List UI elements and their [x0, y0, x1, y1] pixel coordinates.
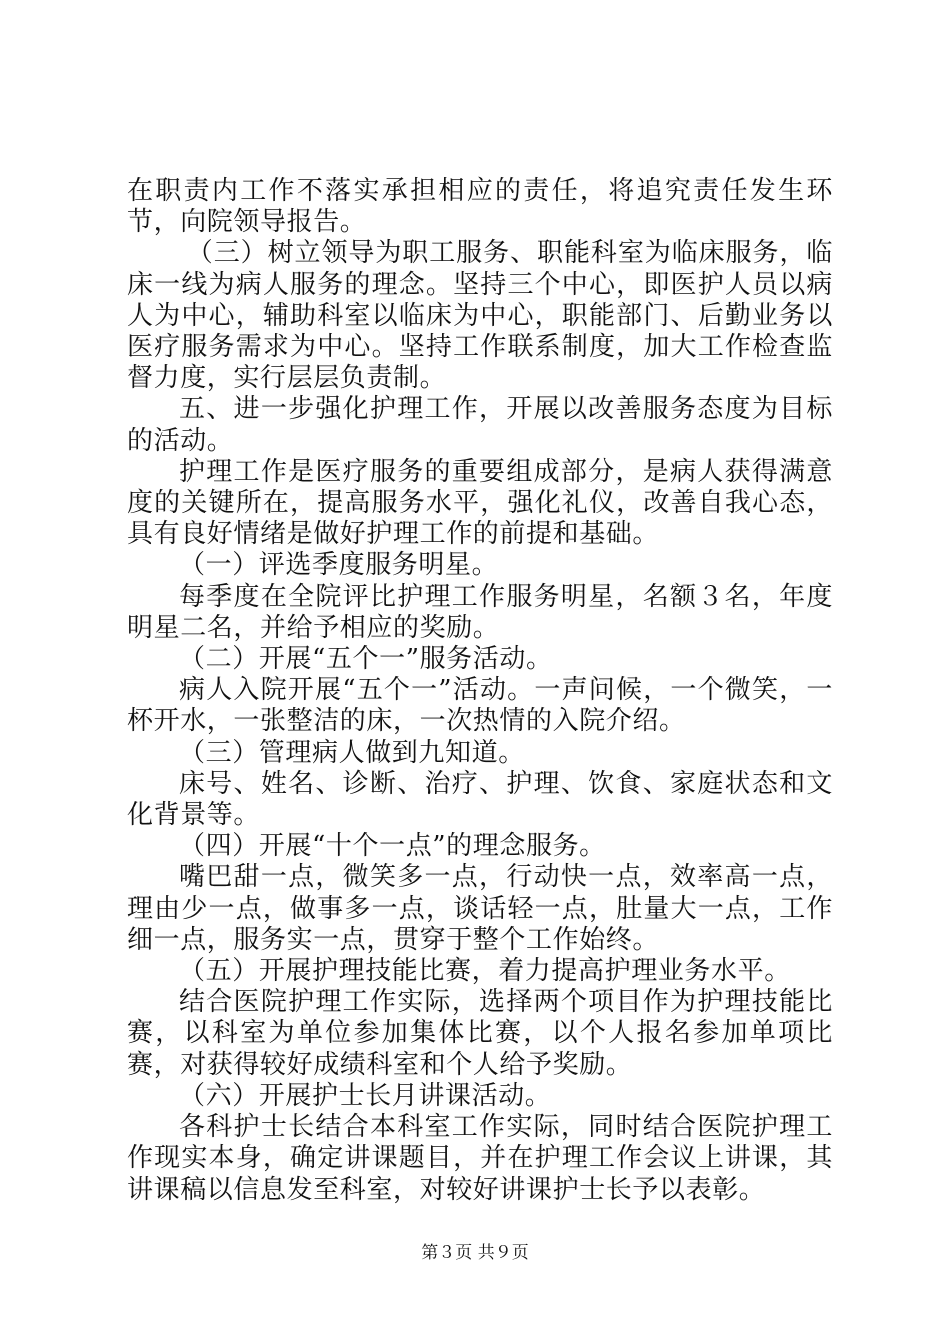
paragraph-nine-knows: 床号、姓名、诊断、治疗、护理、饮食、家庭状态和文化背景等。 — [127, 768, 833, 831]
subheading-2: （二）开展“五个一”服务活动。 — [179, 644, 553, 675]
paragraph-head-nurse-lecture: 各科护士长结合本科室工作实际，同时结合医院护理工作现实本身，确定讲课题目，并在护理工作会议上讲课，其讲课稿以信息发至科室，对较好讲课护士长予以表彰。 — [127, 1112, 833, 1205]
subheading-5: （五）开展护理技能比赛，着力提高护理业务水平。 — [179, 956, 791, 987]
document-body — [127, 176, 833, 1206]
paragraph-service-star: 每季度在全院评比护理工作服务明星，名额３名，年度明星二名，并给予相应的奖励。 — [127, 581, 833, 643]
subheading-4: （四）开展“十个一点”的理念服务。 — [179, 831, 606, 862]
paragraph-1: 在职责内工作不落实承担相应的责任，将追究责任发生环节，向院领导报告。 — [127, 176, 833, 238]
paragraph-five-ones: 病人入院开展“五个一”活动。一声问候，一个微笑，一杯开水，一张整洁的床，一次热情的入院介绍。 — [127, 675, 833, 737]
paragraph-ten-points: 嘴巴甜一点，微笑多一点，行动快一点，效率高一点，理由少一点，做事多一点，谈话轻一点，肚量大一点，工作细一点，服务实一点，贯穿于整个工作始终。 — [127, 862, 833, 955]
section-heading-5: 五、进一步强化护理工作，开展以改善服务态度为目标的活动。 — [127, 394, 833, 456]
subheading-1: （一）评选季度服务明星。 — [179, 550, 499, 581]
subheading-6: （六）开展护士长月讲课活动。 — [179, 1080, 552, 1111]
subheading-3: （三）管理病人做到九知道。 — [179, 737, 525, 768]
paragraph-nursing-intro: 护理工作是医疗服务的重要组成部分，是病人获得满意度的关键所在，提高服务水平，强化礼仪，改善自我心态，具有良好情绪是做好护理工作的前提和基础。 — [127, 456, 833, 550]
paragraph-skills-contest: 结合医院护理工作实际，选择两个项目作为护理技能比赛，以科室为单位参加集体比赛，以个人报名参加单项比赛，对获得较好成绩科室和个人给予奖励。 — [127, 987, 833, 1080]
paragraph-2: （三）树立领导为职工服务、职能科室为临床服务，临床一线为病人服务的理念。坚持三个中心，即医护人员以病人为中心，辅助科室以临床为中心，职能部门、后勤业务以医疗服务需求为中心。坚持工作联系制度，加大工作检查监督力度，实行层层负责制。 — [127, 238, 833, 394]
page-number-footer: 第３页 共９页 — [421, 1243, 529, 1263]
